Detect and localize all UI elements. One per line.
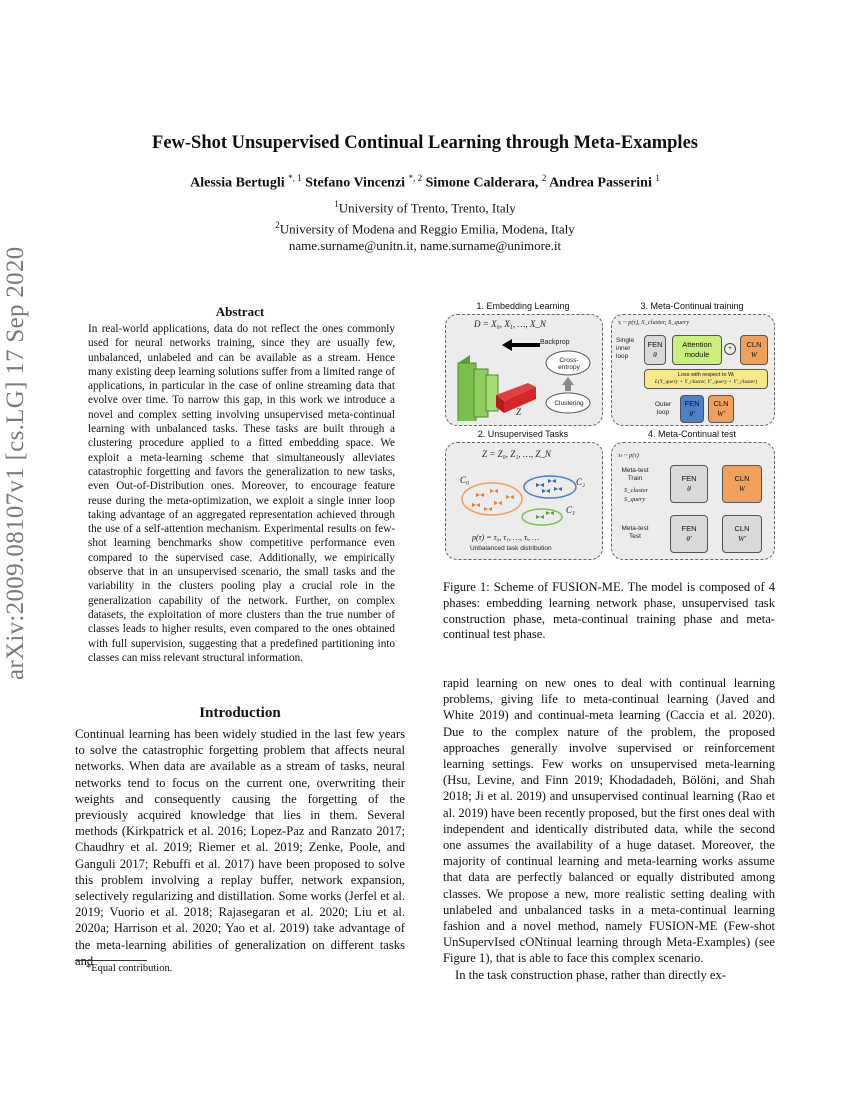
panel-unsupervised-tasks — [445, 442, 603, 560]
backprop-label: Backprop — [540, 339, 570, 346]
author-mark: *, 1 — [288, 173, 302, 183]
inner-loop-label: Single inner loop — [616, 337, 635, 360]
embedding-formula: Z = Z₀, Z₁, …, Z_N — [482, 449, 551, 459]
outer-loop-label: Outer loop — [654, 401, 672, 416]
author-name: Andrea Passerini — [549, 175, 652, 191]
attention-module-box — [672, 335, 722, 365]
box-label: CLN — [734, 524, 750, 533]
introduction-heading: Introduction — [199, 705, 281, 721]
layer-shape — [458, 363, 476, 421]
cluster-label-c0: C₀ — [460, 475, 470, 485]
box-param: W' — [717, 409, 725, 418]
cln-box — [708, 395, 734, 423]
footnote-rule — [75, 960, 147, 961]
clusters-drawing — [450, 465, 600, 531]
author-name: Simone Calderara, — [425, 175, 539, 191]
cluster-label-c1: C₁ — [566, 505, 576, 515]
plus-icon: + — [724, 343, 736, 355]
task-distribution-formula: p(τ) = τ₀, τ₁, …, τᵢ, … — [472, 533, 540, 542]
meta-test-test-label: Meta-test Test — [621, 525, 649, 540]
author-name: Stefano Vincenzi — [305, 175, 406, 191]
author-mark: 2 — [541, 173, 547, 183]
cluster-ellipse — [524, 476, 576, 498]
box-label: FEN — [647, 340, 663, 349]
up-arrow — [562, 377, 574, 391]
box-param: W — [738, 484, 746, 493]
paper-title: Few-Shot Unsupervised Continual Learning through Meta-Examples — [152, 133, 698, 153]
box-param: W' — [738, 534, 746, 543]
clustering-label: Clustering — [554, 400, 584, 407]
cluster-points — [536, 511, 554, 519]
support-set-label: S_cluster — [624, 487, 649, 494]
box-param: θ — [653, 350, 657, 359]
paragraph: rapid learning on new ones to deal with continual learning problems, giving life to meta-continual learning (Javed and White 2019) and continual-meta learning (Caccia et al. 2020). Due to the complex nature of the problem, the proposed approaches generally involve supervised or reinforcement learning settings. Few works on unsupervised meta-learning (Hsu, Levine, and Finn 2019; Khodadadeh, Bölöni, and Shah 2018; Ji et al. 2019) and unsupervised continual learning (Rao et al. 2019) have been recently proposed, but the first ones deal with independent and identically distributed data, while the second one assumes the availability of a huge dataset. Moreover, the majority of continual learning and meta-learning works assume that data are perfectly balanced or equally distributed among classes. We propose a new, more realistic setting dealing with unlabeled and unbalanced tasks in a meta-continual learning fashion and a novel method, namely FUSION-ME (Few-shot UnSupervIsed cONtinual learning through Meta-Examples) (see Figure 1), that is able to face this complex scenario. — [443, 676, 775, 966]
box-label: Attention module — [682, 340, 712, 359]
backprop-arrowhead — [502, 339, 512, 351]
cluster-points — [472, 489, 514, 511]
meta-test-train-label: Meta-test Train — [621, 467, 649, 482]
fen-box — [680, 395, 704, 423]
affiliations — [0, 196, 850, 254]
abstract-heading: Abstract — [215, 304, 265, 319]
loss-formula: L(Y_query + Y_cluster, Y'_query + Y'_cluster) — [654, 379, 758, 385]
box-param: θ — [687, 484, 691, 493]
box-label: CLN — [713, 399, 729, 408]
network-drawing — [452, 333, 602, 421]
test-sampling: τₜ ~ p(τ) — [618, 452, 639, 459]
author-mark: 1 — [655, 173, 660, 183]
cluster-label-c2: C₂ — [576, 477, 586, 487]
cross-entropy-label: Cross-entropy — [558, 357, 580, 371]
loss-box — [644, 369, 768, 389]
author-name: Alessia Bertugli — [190, 175, 285, 191]
z-label: Z — [516, 407, 522, 417]
affiliation-text: University of Trento, Trento, Italy — [338, 200, 516, 216]
box-label: FEN — [681, 524, 697, 533]
panel-embedding-learning — [445, 314, 603, 426]
figure-1 — [443, 300, 775, 568]
paragraph: Continual learning has been widely studied in the last few years to solve the catastrophic forgetting problem that affects neural networks. When data are available as a stream of tasks, neural networks tend to focus on the current one, overwriting their weights and consequently causing the forgetting of the previously acquired knowledge that lies in them. Several methods (Kirkpatrick et al. 2016; Lopez-Paz and Ranzato 2017; Chaudhry et al. 2019; Riemer et al. 2019; Zenke, Poole, and Ganguli 2017; Rebuffi et al. 2017) have been proposed to solve this problem involving a replay buffer, network expansion, selectively regularizing and distillation. Some works (Jerfel et al. 2019; Vuorio et al. 2018; Rajasegaran et al. 2020; Liu et al. 2020a; Harrison et al. 2020; Yao et al. 2019) take advantage of the meta-learning abilities of generalization on different tasks and — [75, 727, 405, 968]
cln-box — [722, 465, 762, 503]
cln-box — [722, 515, 762, 553]
query-set-label: S_query — [624, 496, 646, 503]
box-label: FEN — [681, 474, 697, 483]
panel-title: 4. Meta-Continual test — [647, 429, 737, 439]
box-label: Loss with respect to Wᵢ — [677, 372, 735, 378]
panel-title: 1. Embedding Learning — [476, 301, 570, 311]
box-param: θ' — [686, 534, 692, 543]
task-sampling: τᵢ ~ p(τ), S_cluster, S_query — [618, 319, 690, 326]
cln-box — [740, 335, 768, 365]
panel-meta-continual-test — [611, 442, 775, 560]
introduction-right-column — [443, 675, 775, 983]
emails: name.surname@unitn.it, name.surname@unimore.it — [288, 237, 562, 253]
author-list — [0, 173, 850, 192]
dataset-formula: D = X₀, X₁, …, X_N — [474, 319, 546, 329]
fen-box — [670, 465, 708, 503]
fen-box — [644, 335, 666, 365]
introduction-left-column — [75, 726, 405, 969]
arxiv-watermark: arXiv:2009.08107v1 [cs.LG] 17 Sep 2020 — [2, 246, 29, 680]
affiliation-text: University of Modena and Reggio Emilia, Modena, Italy — [279, 221, 575, 237]
author-mark: *, 2 — [408, 173, 423, 183]
box-label: FEN — [684, 399, 700, 408]
task-distribution-label: Unbalanced task distribution — [470, 545, 552, 552]
paragraph: In the task construction phase, rather than directly ex- — [455, 967, 727, 982]
panel-meta-continual-training — [611, 314, 775, 426]
panel-title: 3. Meta-Continual training — [640, 301, 744, 311]
box-param: θ' — [689, 409, 695, 418]
box-label: CLN — [746, 340, 762, 349]
affiliation-number: 2 — [275, 219, 280, 230]
panel-title: 2. Unsupervised Tasks — [477, 429, 569, 439]
figure-caption: Figure 1: Scheme of FUSION-ME. The model is composed of 4 phases: embedding learning network phase, unsupervised task construction phase, meta-continual training phase and meta-continual test phase. — [443, 580, 775, 642]
abstract-text: In real-world applications, data do not reflect the ones commonly used for neural networks training, since they are usually few, unbalanced, unlabeled and can be available as a stream. Hence many existing deep learning solutions suffer from a limited range of applications, in particular in the case of online streaming data that evolve over time. To narrow this gap, in this work we introduce a novel and complex setting involving unsupervised meta-continual learning with unbalanced tasks. These tasks are built through a clustering procedure applied to a fitted embedding space. We exploit a meta-learning scheme that simultaneously alleviates catastrophic forgetting and favors the generalization to new tasks, even Out-of-Distribution ones. Moreover, to encourage feature reuse during the meta-optimization, we exploit a single inner loop taking advantage of an aggregated representation achieved through the use of a self-attention mechanism. Experimental results on few-shot learning benchmarks show competitive performance even compared to the supervised case. Additionally, we empirically observe that in an unsupervised scenario, the small tasks and the variability in the clusters pooling play a crucial role in the generalization capability of the network. Further, on complex datasets, the exploitation of more clusters than the true number of classes leads to higher results, even compared to the ones obtained with full supervision, suggesting that a predefined partitioning into classes can miss relevant structural information. — [88, 323, 395, 664]
fen-box — [670, 515, 708, 553]
cluster-points — [536, 479, 562, 493]
affiliation-number: 1 — [334, 199, 339, 209]
box-label: CLN — [734, 474, 750, 483]
box-param: W — [750, 350, 758, 359]
footnote: *Equal contribution. — [86, 963, 173, 974]
